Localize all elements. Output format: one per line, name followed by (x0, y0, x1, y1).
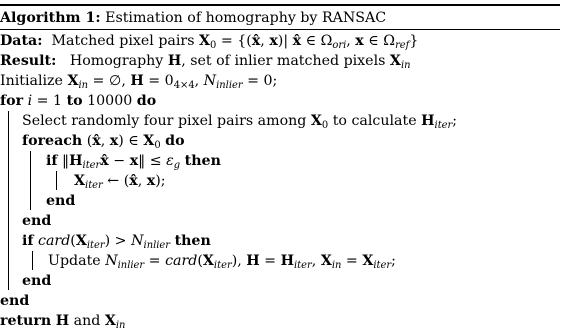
result-description-2: , set of inlier matched pixels (181, 53, 386, 69)
to-keyword: to (66, 93, 83, 109)
data-description: Matched pixel pairs (51, 33, 195, 49)
algorithm-caption (0, 8, 386, 28)
foreach-keyword: foreach (22, 133, 83, 149)
for-end-keyword: end (0, 293, 30, 309)
result-keyword: Result: (0, 53, 57, 69)
foreach-line: foreach (x̂, x) ∈ $X_0$ do (22, 133, 185, 151)
inner-if-end-keyword: end (46, 193, 76, 209)
and-word: and (73, 313, 101, 329)
data-formula: $X_0$ = {(x̂, x)| x̂ ∈ $\Omega_{ori}$, x ∈ $\Omega_{ref}$} (199, 33, 419, 51)
result-homography-symbol: H (167, 53, 182, 69)
caption-rule (0, 29, 560, 30)
initialize-word: Initialize (0, 73, 63, 89)
result-line (0, 51, 411, 71)
result-description: Homography (69, 53, 164, 69)
foreach-end-keyword: end (22, 213, 52, 229)
foreach-block-bar (30, 151, 31, 210)
algorithm-label: Algorithm 1: (0, 10, 101, 26)
select-line: Select randomly four pixel pairs among $X_0$ to calculate $H_{iter}$; (22, 113, 458, 131)
update-line: Update $N_{inlier}$ = $card(X_{iter})$, $H = H_{iter}$, $X_{in} = X_{iter}$; (48, 253, 396, 271)
result-inlier-symbol: $X_{in}$ (389, 53, 411, 71)
select-description-2: to calculate (332, 113, 417, 129)
loop-end-value: 10000 (87, 93, 133, 109)
top-rule (0, 4, 560, 6)
for-do-keyword: do (136, 93, 157, 109)
inner-if-line: if $‖H_{iter}x̂$ − x‖ ≤ $\varepsilon_g$ then (46, 153, 221, 171)
data-line (0, 31, 418, 51)
assign-line: $X_{iter}$ ← (x̂, x); (74, 173, 166, 191)
outer-if-end-line (22, 271, 51, 291)
inner-if-block-bar (56, 171, 57, 190)
select-description: Select randomly four pixel pairs among (22, 113, 307, 129)
return-keyword: return (0, 313, 52, 329)
initialize-formula: $X_{in}$ = ∅, $H = 0_{4\times 4}$, $N_{inlier} = 0$; (67, 73, 278, 91)
outer-if-end-keyword: end (22, 273, 52, 289)
outer-if-keyword: if (22, 233, 34, 249)
outer-if-block-bar (32, 251, 33, 270)
for-line: for i = 1 to 10000 do (0, 93, 157, 109)
foreach-end-line (22, 211, 51, 231)
initialize-line (0, 71, 277, 91)
for-keyword: for (0, 93, 24, 109)
outer-if-line: if $card(X_{iter}) > N_{inlier}$ then (22, 233, 211, 251)
inner-if-keyword: if (46, 153, 58, 169)
algorithm-title: Estimation of homography by RANSAC (105, 10, 387, 26)
update-word: Update (48, 253, 101, 269)
for-block-bar (8, 111, 9, 290)
outer-then-keyword: then (174, 233, 211, 249)
inner-if-end-line (46, 191, 75, 211)
foreach-do-keyword: do (165, 133, 185, 149)
data-keyword: Data: (0, 33, 43, 49)
return-line: return H and $X_{in}$ (0, 313, 126, 331)
loop-start-value: 1 (53, 93, 63, 109)
inner-then-keyword: then (184, 153, 221, 169)
for-end-line (0, 291, 29, 311)
